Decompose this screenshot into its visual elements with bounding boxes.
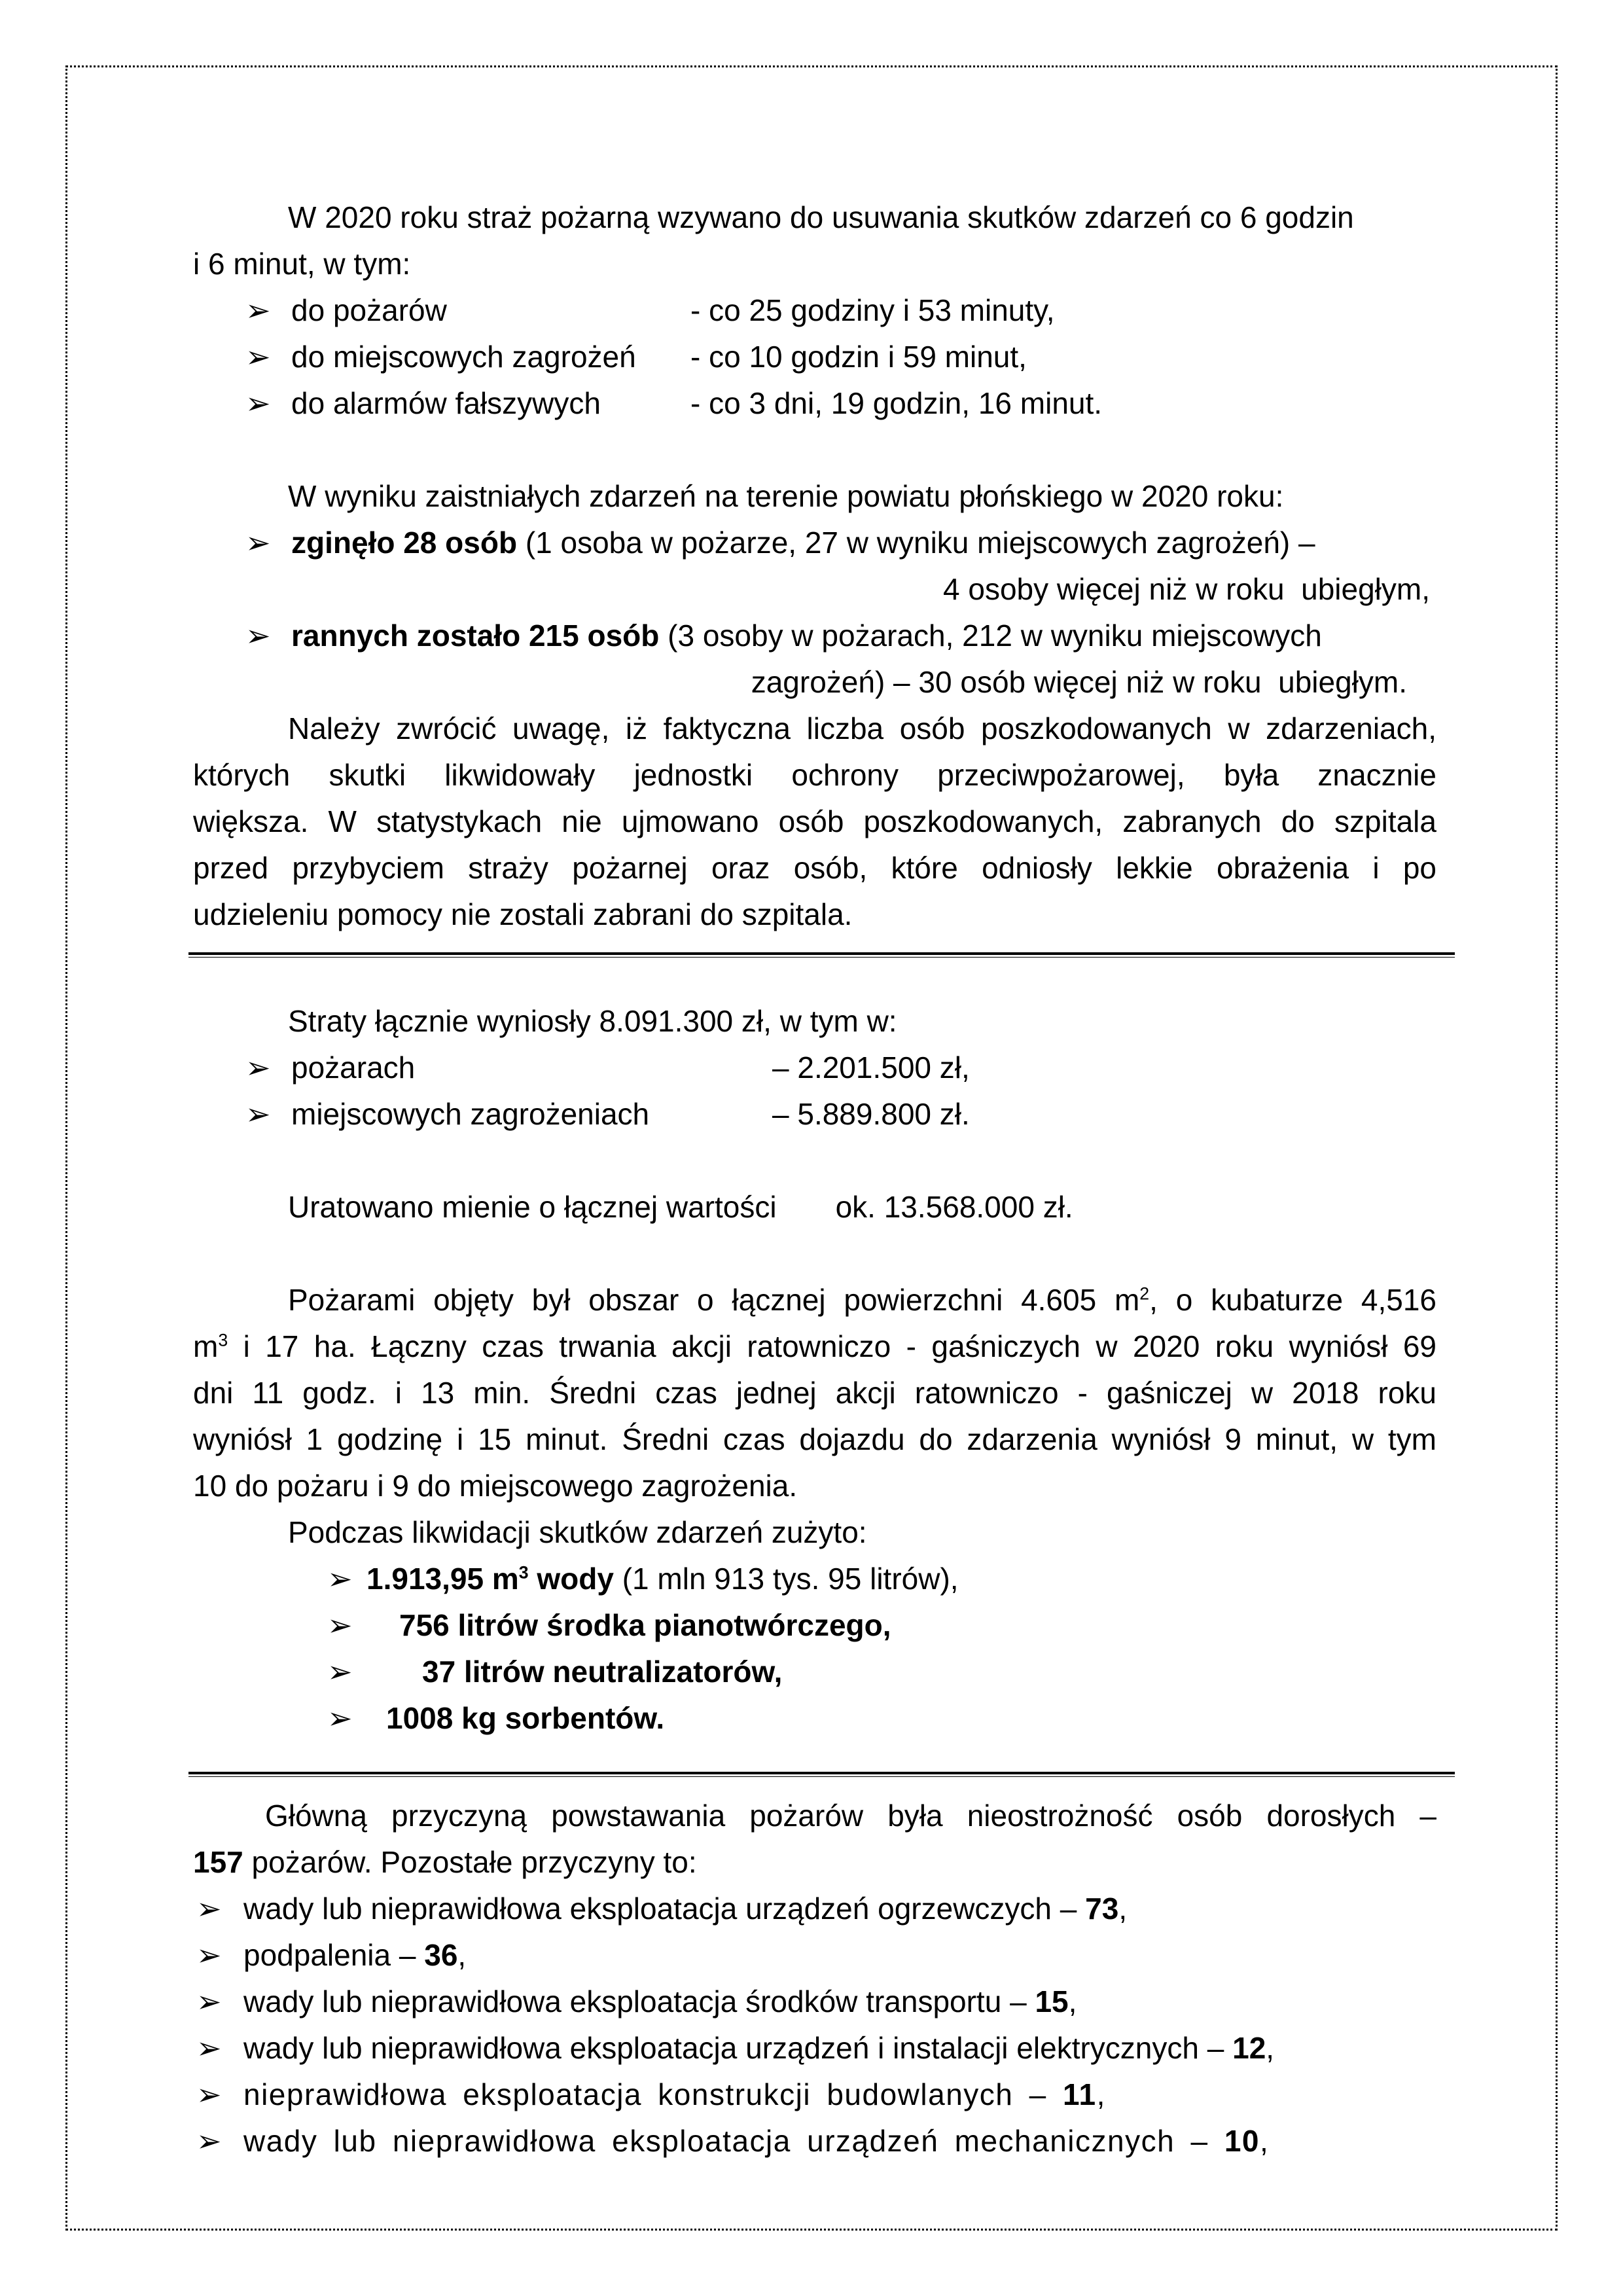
text-line: 4 osoby więcej niż w roku ubiegłym, <box>943 572 1430 606</box>
list-item <box>193 1556 1436 1602</box>
arrow-bullet-icon: ➢ <box>196 2031 222 2065</box>
text-line: rannych zostało 215 osób (3 osoby w pożarach, 212 w wyniku miejscowych <box>291 619 1322 653</box>
list-losses <box>193 1045 1436 1138</box>
horizontal-rule <box>188 1772 1455 1777</box>
text-line: W 2020 roku straż pożarną wzywano do usuwania skutków zdarzeń co 6 godzin <box>288 200 1354 234</box>
list-item <box>193 1886 1436 1932</box>
text-line: $m^3$ i 17 ha. Łączny czas trwania akcji ratowniczo - gaśniczych w 2020 roku wyniósł 69 <box>193 1329 1436 1363</box>
text-line: zginęło 28 osób (1 osoba w pożarze, 27 w wyniku miejscowych zagrożeń) – <box>291 526 1315 560</box>
text-line: Należy zwrócić uwagę, iż faktyczna liczba osób poszkodowanych w zdarzeniach, <box>288 711 1436 745</box>
text-line: udzieleniu pomocy nie zostali zabrani do szpitala. <box>193 897 853 931</box>
paragraph-saved-property <box>193 1184 1436 1230</box>
arrow-bullet-icon: ➢ <box>327 1608 353 1642</box>
arrow-bullet-icon: ➢ <box>245 386 271 420</box>
arrow-bullet-icon: ➢ <box>245 526 271 560</box>
paragraph-incident-results: W wyniku zaistniałych zdarzeń na terenie powiatu płońskiego w 2020 roku: <box>288 479 1284 513</box>
list-item <box>193 1602 1436 1649</box>
list-item-content <box>291 520 1436 613</box>
text-line: Pożarami objęty był obszar o łącznej powierzchni 4.605 $m^2$, o kubaturze 4,516 <box>288 1283 1436 1317</box>
text-line: i 6 minut, w tym: <box>193 247 411 281</box>
text-line: 10 do pożaru i 9 do miejscowego zagrożenia. <box>193 1469 798 1503</box>
list-item-text: wady lub nieprawidłowa eksploatacja urządzeń mechanicznych – 10, <box>243 2124 1270 2158</box>
list-item <box>193 2072 1436 2118</box>
arrow-bullet-icon: ➢ <box>196 1892 222 1926</box>
list-item <box>193 613 1436 706</box>
text-line: większa. W statystykach nie ujmowano osób poszkodowanych, zabranych do szpitala <box>193 804 1436 838</box>
arrow-bullet-icon: ➢ <box>327 1655 353 1689</box>
text-line: zagrożeń) – 30 osób więcej niż w roku ubiegłym. <box>751 665 1407 699</box>
list-item-label: pożarach <box>291 1050 416 1085</box>
list-item-content <box>291 613 1436 706</box>
arrow-bullet-icon: ➢ <box>327 1562 353 1596</box>
list-item-value: - co 10 godzin i 59 minut, <box>690 340 1027 374</box>
arrow-bullet-icon: ➢ <box>327 1701 353 1735</box>
list-item <box>193 1091 1436 1138</box>
arrow-bullet-icon: ➢ <box>245 1050 271 1085</box>
arrow-bullet-icon: ➢ <box>196 1938 222 1972</box>
list-item-value: – 5.889.800 zł. <box>772 1097 970 1131</box>
list-item-value: - co 25 godziny i 53 minuty, <box>690 293 1055 327</box>
arrow-bullet-icon: ➢ <box>196 1984 222 2018</box>
list-item <box>193 2025 1436 2072</box>
arrow-bullet-icon: ➢ <box>245 619 271 653</box>
saved-value: ok. 13.568.000 zł. <box>835 1190 1073 1224</box>
saved-label: Uratowano mienie o łącznej wartości <box>288 1190 777 1224</box>
paragraph-call-frequency <box>193 194 1436 287</box>
list-item <box>193 380 1436 427</box>
list-item-value: - co 3 dni, 19 godzin, 16 minut. <box>690 386 1103 420</box>
list-item <box>193 1695 1436 1742</box>
arrow-bullet-icon: ➢ <box>245 340 271 374</box>
horizontal-rule <box>188 952 1455 958</box>
list-item-text: wady lub nieprawidłowa eksploatacja urządzeń i instalacji elektrycznych – 12, <box>243 2031 1275 2065</box>
list-item <box>193 334 1436 380</box>
list-item-label: miejscowych zagrożeniach <box>291 1097 650 1131</box>
list-item-value: – 2.201.500 zł, <box>772 1050 970 1085</box>
list-item <box>193 1649 1436 1695</box>
list-agents-used <box>193 1556 1436 1742</box>
list-item <box>193 287 1436 334</box>
paragraph-fire-area <box>193 1277 1436 1509</box>
arrow-bullet-icon: ➢ <box>196 2124 222 2158</box>
list-casualties <box>193 520 1436 706</box>
list-item-label: do alarmów fałszywych <box>291 386 601 420</box>
arrow-bullet-icon: ➢ <box>245 293 271 327</box>
list-item <box>193 1932 1436 1979</box>
list-item <box>193 2118 1436 2164</box>
list-fire-causes <box>193 1886 1436 2164</box>
list-item-text: 1.913,95 $m^3$ wody (1 mln 913 tys. 95 litrów), <box>366 1562 959 1596</box>
list-item-text: wady lub nieprawidłowa eksploatacja urządzeń ogrzewczych – 73, <box>243 1892 1128 1926</box>
list-item <box>193 1979 1436 2025</box>
text-line: dni 11 godz. i 13 min. Średni czas jednej akcji ratowniczo - gaśniczej w 2018 roku <box>193 1376 1436 1410</box>
list-item-label: do pożarów <box>291 293 447 327</box>
text-line: wyniósł 1 godzinę i 15 minut. Średni czas dojazdu do zdarzenia wyniósł 9 minut, w tym <box>193 1422 1436 1456</box>
list-item-text: nieprawidłowa eksploatacja konstrukcji budowlanych – 11, <box>243 2077 1106 2111</box>
paragraph-agents-used-intro: Podczas likwidacji skutków zdarzeń zużyto: <box>288 1515 867 1549</box>
text-line: przed przybyciem straży pożarnej oraz osób, które odniosły lekkie obrażenia i po <box>193 851 1436 885</box>
list-item-text: 756 litrów środka pianotwórczego, <box>399 1608 891 1642</box>
paragraph-losses: Straty łącznie wyniosły 8.091.300 zł, w tym w: <box>288 1004 897 1038</box>
list-item <box>193 1045 1436 1091</box>
document-content <box>193 194 1436 2164</box>
list-call-frequency <box>193 287 1436 427</box>
arrow-bullet-icon: ➢ <box>196 2077 222 2111</box>
list-item-text: wady lub nieprawidłowa eksploatacja środków transportu – 15, <box>243 1984 1077 2018</box>
paragraph-statistics-note <box>193 706 1436 938</box>
arrow-bullet-icon: ➢ <box>245 1097 271 1131</box>
text-line: 157 pożarów. Pozostałe przyczyny to: <box>193 1845 697 1879</box>
list-item-text: 1008 kg sorbentów. <box>386 1701 665 1735</box>
paragraph-fire-causes-intro <box>193 1793 1436 1886</box>
text-line: Główną przyczyną powstawania pożarów była nieostrożność osób dorosłych – <box>265 1799 1436 1833</box>
list-item-text: podpalenia – 36, <box>243 1938 467 1972</box>
text-line: których skutki likwidowały jednostki ochrony przeciwpożarowej, była znacznie <box>193 758 1436 792</box>
list-item-label: do miejscowych zagrożeń <box>291 340 636 374</box>
list-item-text: 37 litrów neutralizatorów, <box>422 1655 783 1689</box>
list-item <box>193 520 1436 613</box>
